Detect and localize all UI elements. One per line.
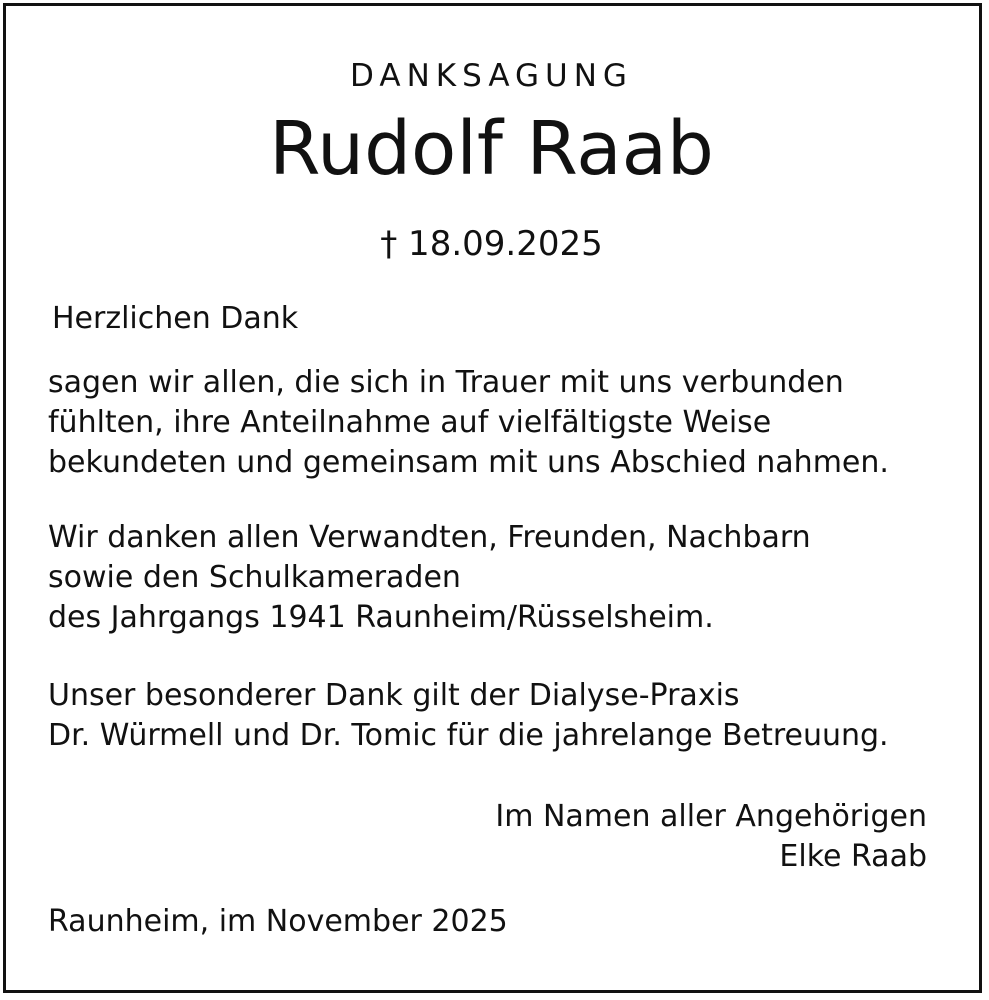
paragraph-line: Wir danken allen Verwandten, Freunden, Nachbarn bbox=[48, 520, 811, 555]
signature-line: Im Namen aller Angehörigen bbox=[495, 799, 927, 834]
place-date: Raunheim, im November 2025 bbox=[48, 904, 508, 939]
notice-heading: DANKSAGUNG bbox=[350, 58, 633, 94]
greeting-line: Herzlichen Dank bbox=[52, 301, 299, 336]
deceased-name: Rudolf Raab bbox=[269, 106, 714, 192]
paragraph-line: bekundeten und gemeinsam mit uns Abschied nahmen. bbox=[48, 445, 889, 480]
paragraph-line: Dr. Würmell und Dr. Tomic für die jahrelange Betreuung. bbox=[48, 718, 889, 753]
paragraph-line: fühlten, ihre Anteilnahme auf vielfältigste Weise bbox=[48, 405, 772, 440]
paragraph-line: sowie den Schulkameraden bbox=[48, 560, 461, 595]
signature-name: Elke Raab bbox=[779, 839, 927, 874]
paragraph-line: sagen wir allen, die sich in Trauer mit uns verbunden bbox=[48, 365, 844, 400]
paragraph-line: des Jahrgangs 1941 Raunheim/Rüsselsheim. bbox=[48, 600, 714, 635]
death-date: † 18.09.2025 bbox=[380, 224, 603, 264]
paragraph-line: Unser besonderer Dank gilt der Dialyse-Praxis bbox=[48, 678, 740, 713]
